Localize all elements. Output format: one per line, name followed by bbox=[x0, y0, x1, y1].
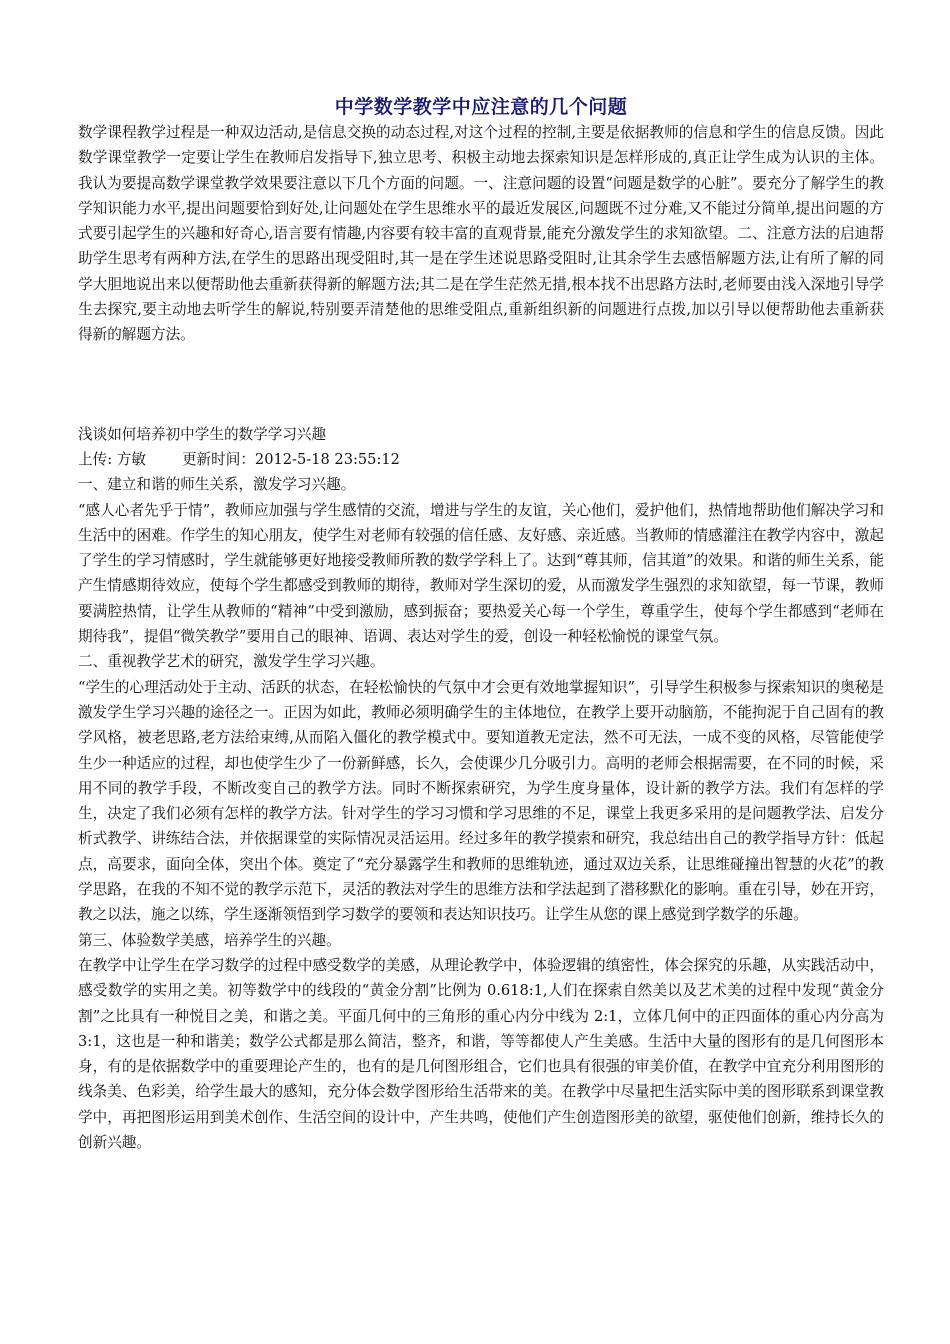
uploader-label: 上传: 方敏 bbox=[78, 450, 146, 468]
section-heading-2: 二、重视教学艺术的研究，激发学生学习兴趣。 bbox=[78, 653, 385, 671]
article-meta bbox=[78, 447, 884, 472]
article-intro-paragraph: 数学课程教学过程是一种双边活动,是信息交换的动态过程,对这个过程的控制,主要是依据教师的信息和学生的信息反馈。因此数学课堂教学一定要让学生在教师启发指导下,独立思考、积极主动地去探索知识是怎样形成的,真正让学生成为认识的主体。我认为要提高数学课堂教学效果要注意以下几个方面的问题。一、注意问题的设置“问题是数学的心脏”。要充分了解学生的教学知识能力水平,提出问题要恰到好处,让问题处在学生思维水平的最近发展区,问题既不过分难,又不能过分简单,提出问题的方式要引起学生的兴趣和好奇心,语言要有情趣,内容要有较丰富的直观背景,能充分激发学生的求知欲望。二、注意方法的启迪帮助学生思考有两种方法,在学生的思路出现受阻时,其一是在学生述说思路受阻时,让其余学生去感悟解题方法,让有所了解的同学大胆地说出来以便帮助他去重新获得新的解题方法;其二是在学生茫然无措,根本找不出思路方法时,老师要由浅入深地引导学生去探究,要主动地去听学生的解说,特别要弄清楚他的思维受阻点,重新组织新的问题进行点拨,加以引导以便帮助他去重新获得新的解题方法。 bbox=[78, 124, 884, 344]
article-title: 中学数学教学中应注意的几个问题 bbox=[334, 96, 628, 118]
section-body-1: “感人心者先乎于情”，教师应加强与学生感情的交流，增进与学生的友谊，关心他们，爱护他们，热情地帮助他们解决学习和生活中的困难。作学生的知心朋友，使学生对老师有较强的信任感、友好感、亲近感。当教师的情感灌注在教学内容中，激起了学生的学习情感时，学生就能够更好地接受教师所教的数学学科上了。达到“尊其师，信其道”的效果。和谐的师生关系，能产生情感期待效应，使每个学生都感受到教师的期待，教师对学生深切的爱，从而激发学生强烈的求知欲望，每一节课，教师要满腔热情，让学生从教师的“精神”中受到激励，感到振奋；要热爱关心每一个学生，尊重学生，使每个学生都感到“老师在期待我”，提倡“微笑教学”要用自己的眼神、语调、表达对学生的爱，创设一种轻松愉悦的课堂气氛。 bbox=[78, 501, 884, 646]
section-body-2: “学生的心理活动处于主动、活跃的状态，在轻松愉快的气氛中才会更有效地掌握知识”，引导学生积极参与探索知识的奥秘是激发学生学习兴趣的途径之一。正因为如此，教师必须明确学生的主体地位，在教学上要开动脑筋，不能拘泥于自己固有的教学风格，被老思路,老方法给束缚,从而陷入僵化的教学模式中。要知道教无定法，然不可无法，一成不变的风格，尽管能使学生少一种适应的过程，却也使学生少了一份新鲜感，长久，会使课少几分吸引力。高明的老师会根据需要，在不同的时候，采用不同的教学手段，不断改变自己的教学方法。同时不断探索研究，为学生度身量体，设计新的教学方法。我们有怎样的学生，决定了我们必须有怎样的教学方法。针对学生的学习习惯和学习思维的不足，课堂上我更多采用的是问题教学法、启发分析式教学、讲练结合法，并依据课堂的实际情况灵活运用。经过多年的教学摸索和研究，我总结出自己的教学指导方针：低起点，高要求，面向全体，突出个体。奠定了“充分暴露学生和教师的思维轨迹，通过双边关系，让思维碰撞出智慧的火花”的教学思路，在我的不知不觉的教学示范下，灵活的教法对学生的思维方法和学法起到了潜移默化的影响。重在引导，妙在开窍，教之以法，施之以练，学生逐渐领悟到学习数学的要领和表达知识技巧。让学生从您的课上感觉到学数学的乐趣。 bbox=[78, 678, 884, 924]
document-page bbox=[78, 94, 884, 1155]
second-article-title: 浅谈如何培养初中学生的数学学习兴趣 bbox=[78, 425, 327, 443]
section-body-3: 在教学中让学生在学习数学的过程中感受数学的美感，从理论教学中，体验逻辑的缜密性，体会探究的乐趣，从实践活动中，感受数学的实用之美。初等数学中的线段的“黄金分割”比例为 0.618:1,人们在探索自然美以及艺术美的过程中发现“黄金分割”之比具有一种悦目之美，和谐之美。平面几何中的三角形的重心内分中线为 2:1，立体几何中的正四面体的重心内分高为 3:1，这也是一种和谐美；数学公式都是那么简洁，整齐，和谐，等等都使人产生美感。生活中大量的图形有的是几何图形本身，有的是依据数学中的重要理论产生的，也有的是几何图形组合，它们也具有很强的审美价值，在教学中宜充分利用图形的线条美、色彩美，给学生最大的感知，充分体会数学图形给生活带来的美。在教学中尽量把生活实际中美的图形联系到课堂教学中，再把图形运用到美术创作、生活空间的设计中，产生共鸣，使他们产生创造图形美的欲望，驱使他们创新，维持长久的创新兴趣。 bbox=[78, 956, 884, 1151]
update-time: 更新时间：2012-5-18 23:55:12 bbox=[181, 450, 400, 468]
section-spacer bbox=[78, 348, 884, 422]
section-heading-1: 一、建立和谐的师生关系，激发学习兴趣。 bbox=[78, 476, 356, 494]
section-heading-3: 第三、体验数学美感，培养学生的兴趣。 bbox=[78, 931, 341, 949]
